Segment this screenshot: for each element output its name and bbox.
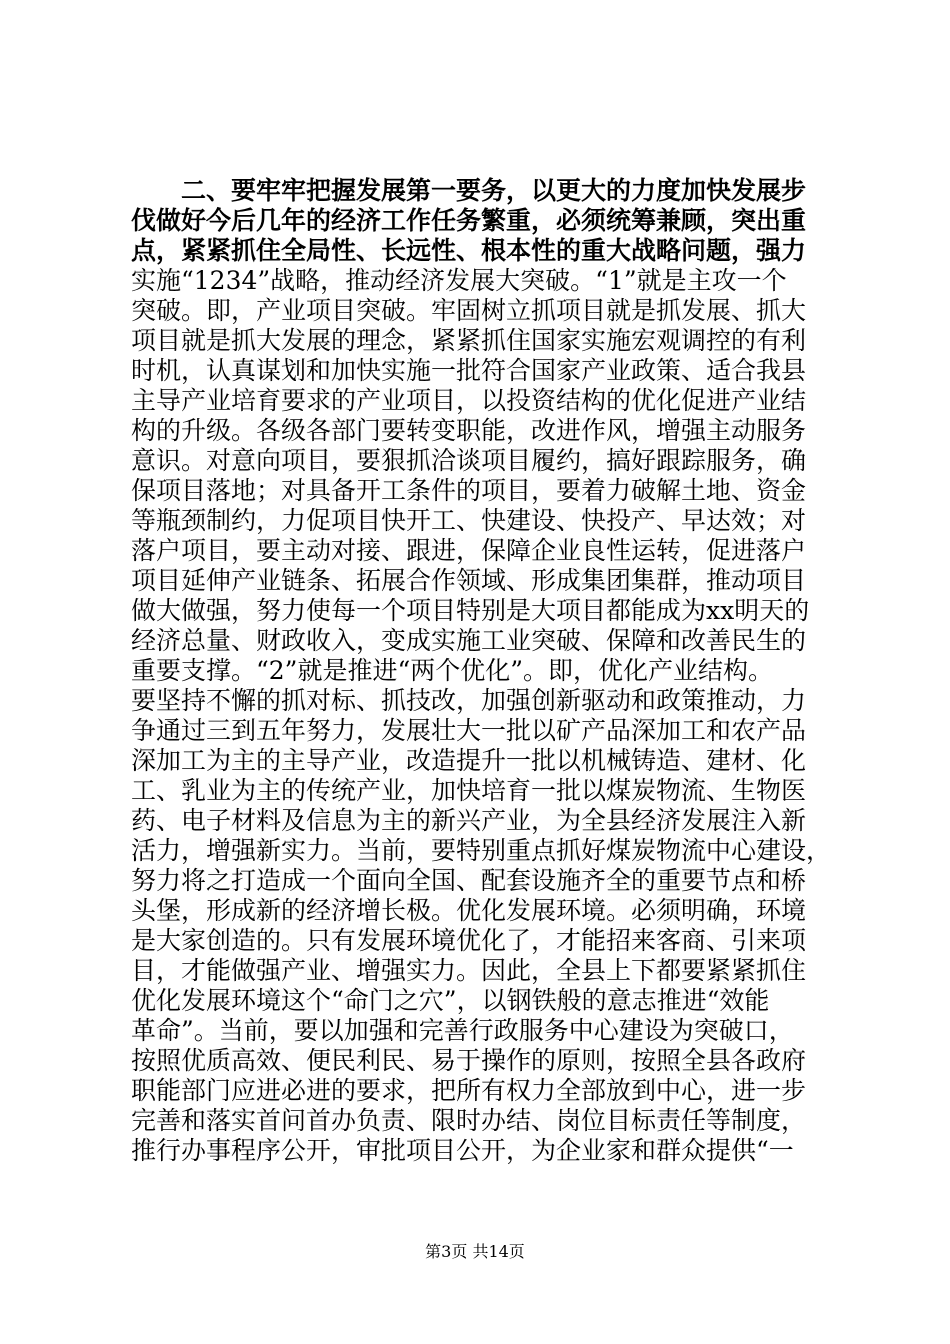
- text-line-26: 是大家创造的。只有发展环境优化了，才能招来客商、引来项: [131, 926, 807, 955]
- text-line-28: 优化发展环境这个“命门之穴”，以钢铁般的意志推进“效能: [131, 986, 770, 1015]
- text-line-33: 推行办事程序公开，审批项目公开，为企业家和群众提供“一: [131, 1136, 794, 1165]
- text-line-30: 按照优质高效、便民利民、易于操作的原则，按照全县各政府: [131, 1046, 807, 1075]
- body-text: [131, 176, 831, 1166]
- page-number: 第3页 共14页: [425, 1242, 525, 1261]
- text-line-15: 做大做强，努力使每一个项目特别是大项目都能成为xx明天的: [131, 596, 810, 625]
- text-line-24: 努力将之打造成一个面向全国、配套设施齐全的重要节点和桥: [131, 866, 807, 895]
- text-line-32: 完善和落实首问首办负责、限时办结、岗位目标责任等制度，: [131, 1106, 807, 1135]
- text-line-21: 工、乳业为主的传统产业，加快培育一批以煤炭物流、生物医: [131, 776, 807, 805]
- text-line-13: 落户项目，要主动对接、跟进，保障企业良性运转，促进落户: [131, 536, 807, 565]
- text-line-14: 项目延伸产业链条、拓展合作领域、形成集团集群，推动项目: [131, 566, 807, 595]
- text-line-9: 构的升级。各级各部门要转变职能，改进作风，增强主动服务: [131, 416, 807, 445]
- text-line-25: 头堡，形成新的经济增长极。优化发展环境。必须明确，环境: [131, 896, 807, 925]
- text-line-6: 项目就是抓大发展的理念，紧紧抓住国家实施宏观调控的有利: [131, 326, 807, 355]
- text-line-4: 实施“1234”战略，推动经济发展大突破。“1”就是主攻一个: [131, 266, 787, 295]
- text-line-7: 时机，认真谋划和加快实施一批符合国家产业政策、适合我县: [131, 356, 807, 385]
- text-line-29: 革命”。当前，要以加强和完善行政服务中心建设为突破口，: [131, 1016, 794, 1045]
- text-line-20: 深加工为主的主导产业，改造提升一批以机械铸造、建材、化: [131, 746, 807, 775]
- text-line-2: 伐做好今后几年的经济工作任务繁重，必须统筹兼顾，突出重: [131, 206, 807, 235]
- text-line-16: 经济总量、财政收入，变成实施工业突破、保障和改善民生的: [131, 626, 807, 655]
- text-line-3: 点，紧紧抓住全局性、长远性、根本性的重大战略问题，强力: [131, 236, 807, 265]
- text-line-31: 职能部门应进必进的要求，把所有权力全部放到中心，进一步: [131, 1076, 807, 1105]
- text-line-17: 重要支撑。“2”就是推进“两个优化”。即，优化产业结构。: [131, 656, 774, 685]
- text-line-11: 保项目落地；对具备开工条件的项目，要着力破解土地、资金: [131, 476, 807, 505]
- text-line-18: 要坚持不懈的抓对标、抓技改，加强创新驱动和政策推动，力: [131, 686, 807, 715]
- text-line-22: 药、电子材料及信息为主的新兴产业，为全县经济发展注入新: [131, 806, 807, 835]
- text-line-27: 目，才能做强产业、增强实力。因此，全县上下都要紧紧抓住: [131, 956, 807, 985]
- text-line-8: 主导产业培育要求的产业项目，以投资结构的优化促进产业结: [131, 386, 807, 415]
- text-line-12: 等瓶颈制约，力促项目快开工、快建设、快投产、早达效；对: [131, 506, 807, 535]
- text-line-19: 争通过三到五年努力，发展壮大一批以矿产品深加工和农产品: [131, 716, 807, 745]
- text-line-10: 意识。对意向项目，要狠抓洽谈项目履约，搞好跟踪服务，确: [131, 446, 807, 475]
- text-line-23: 活力，增强新实力。当前，要特别重点抓好煤炭物流中心建设，: [131, 836, 832, 865]
- text-line-5: 突破。即，产业项目突破。牢固树立抓项目就是抓发展、抓大: [131, 296, 807, 325]
- text-line-1: 二、要牢牢把握发展第一要务，以更大的力度加快发展步: [131, 176, 807, 205]
